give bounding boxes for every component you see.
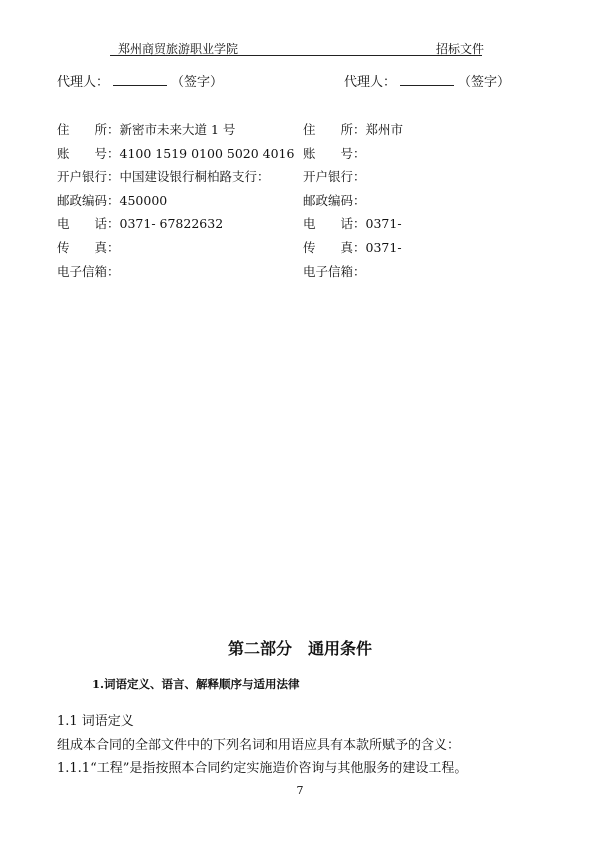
right-phone-field [303, 214, 402, 232]
right-address-label: 住 所： [303, 122, 366, 137]
left-account-value: 4100 1519 0100 5020 4016 [119, 146, 295, 161]
left-bank-value: 中国建设银行桐柏路支行： [119, 169, 270, 184]
right-postcode-field [303, 191, 366, 209]
right-address-value: 郑州市 [365, 122, 404, 137]
part-title: 第二部分 通用条件 [227, 639, 372, 658]
left-postcode-field [57, 191, 167, 209]
left-phone-label: 电 话： [57, 216, 120, 231]
signature-left-label: 代理人： [57, 75, 110, 90]
left-bank-label: 开户银行： [57, 169, 120, 184]
signature-right [344, 71, 510, 90]
left-postcode-label: 邮政编码： [57, 193, 120, 208]
right-phone-label: 电 话： [303, 216, 366, 231]
signature-right-suffix: （签字） [458, 75, 511, 90]
subsection-1-1: 1.1 词语定义 [57, 714, 134, 729]
right-account-field [303, 144, 366, 162]
left-account-label: 账 号： [57, 146, 120, 161]
left-phone-value: 0371- 67822632 [119, 216, 224, 231]
right-email-label: 电子信箱： [303, 264, 366, 279]
right-bank-label: 开户银行： [303, 169, 366, 184]
signature-left-blank [113, 74, 167, 86]
right-fax-label: 传 真： [303, 240, 366, 255]
left-address-value: 新密市未来大道 1 号 [119, 122, 236, 137]
left-fax-label: 传 真： [57, 240, 120, 255]
signature-left-suffix: （签字） [171, 75, 224, 90]
left-email-label: 电子信箱： [57, 264, 120, 279]
header-title: 郑州商贸旅游职业学院 [118, 42, 239, 56]
paragraph-1-1-1: 1.1.1“工程”是指按照本合同约定实施造价咨询与其他服务的建设工程。 [57, 761, 468, 776]
left-phone-field [57, 214, 223, 232]
page-number: 7 [296, 784, 304, 797]
right-postcode-label: 邮政编码： [303, 193, 366, 208]
left-email-field [57, 262, 120, 280]
signature-left [57, 71, 223, 90]
right-account-label: 账 号： [303, 146, 366, 161]
right-bank-field [303, 167, 366, 185]
signature-right-blank [400, 74, 454, 86]
right-fax-field [303, 238, 402, 256]
right-address-field [303, 120, 403, 138]
paragraph-definitions-intro: 组成本合同的全部文件中的下列名词和用语应具有本款所赋予的含义： [57, 738, 461, 753]
right-fax-value: 0371- [365, 240, 402, 255]
right-email-field [303, 262, 366, 280]
left-address-label: 住 所： [57, 122, 120, 137]
right-phone-value: 0371- [365, 216, 402, 231]
left-postcode-value: 450000 [119, 193, 168, 208]
left-fax-field [57, 238, 120, 256]
left-bank-field [57, 167, 270, 185]
left-address-field [57, 120, 235, 138]
left-account-field [57, 144, 294, 162]
signature-right-label: 代理人： [344, 75, 397, 90]
header-doc-type: 招标文件 [436, 42, 485, 56]
header-divider [110, 55, 482, 56]
section-heading: 1.词语定义、语言、解释顺序与适用法律 [92, 677, 300, 691]
